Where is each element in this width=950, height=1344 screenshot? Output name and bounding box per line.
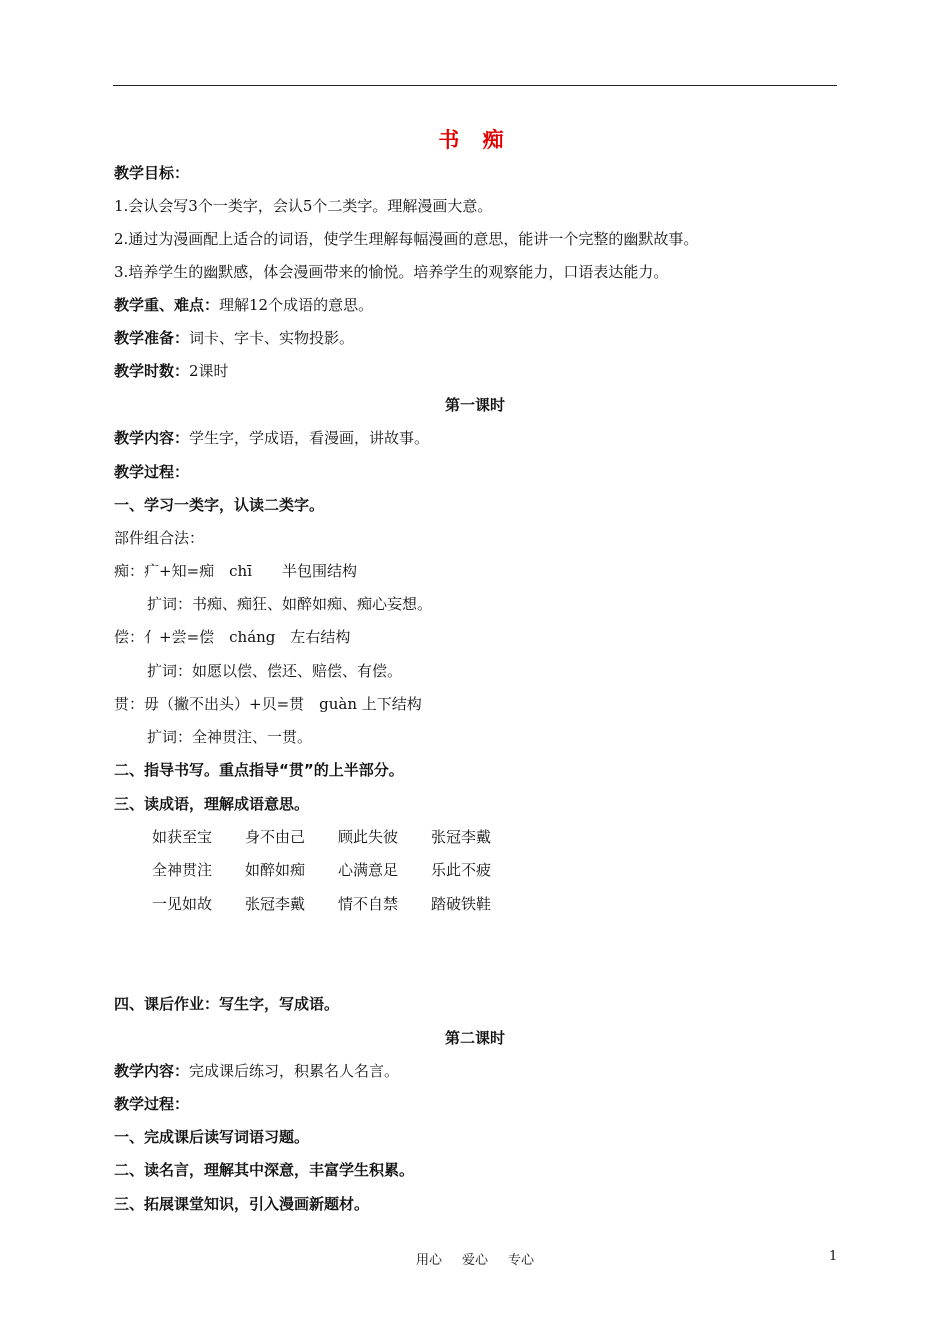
char1-line: 痴：疒+知=痴 chī 半包围结构: [114, 562, 357, 580]
idiom: 张冠李戴: [431, 828, 492, 846]
hours-text: 2课时: [189, 362, 229, 380]
idiom: 情不自禁: [338, 895, 399, 913]
footer-item: 专心: [508, 1253, 535, 1268]
lesson2-heading: 第二课时: [444, 1029, 505, 1047]
document-title: 书 痴: [438, 128, 512, 152]
page-number: 1: [829, 1249, 838, 1264]
idiom: 张冠李戴: [245, 895, 306, 913]
lesson1-step3: 三、读成语，理解成语意思。: [114, 795, 310, 813]
key-label: 教学重、难点：: [114, 296, 220, 314]
hours-label: 教学时数：: [114, 362, 190, 380]
lesson2-content: [114, 1061, 399, 1081]
goal-2: 2.通过为漫画配上适合的词语，使学生理解每幅漫画的意思，能讲一个完整的幽默故事。: [114, 230, 699, 248]
char1-extension: 扩词：书痴、痴狂、如醉如痴、痴心妄想。: [147, 595, 433, 613]
key-text: 理解12个成语的意思。: [219, 296, 374, 314]
char2-line: 偿：亻+尝=偿 cháng 左右结构: [114, 628, 351, 646]
lesson1-step1: 一、学习一类字，认读二类字。: [114, 496, 325, 514]
char3-extension: 扩词：全神贯注、一贯。: [147, 728, 313, 746]
key-points: [114, 295, 373, 315]
lesson2-content-text: 完成课后练习，积累名人名言。: [189, 1062, 400, 1080]
lesson1-step4: 四、课后作业：写生字，写成语。: [114, 995, 340, 1013]
footer-item: 爱心: [461, 1253, 488, 1268]
method-label: 部件组合法：: [114, 529, 205, 547]
idiom: 乐此不疲: [431, 861, 492, 879]
footer-item: 用心: [415, 1253, 442, 1268]
lesson1-content: [114, 428, 429, 448]
lesson1-step2: 二、指导书写。重点指导“贯”的上半部分。: [114, 761, 404, 779]
teaching-hours: [114, 361, 229, 381]
lesson2-content-label: 教学内容：: [114, 1062, 190, 1080]
idiom-row: [152, 860, 524, 880]
char2-extension: 扩词：如愿以偿、偿还、赔偿、有偿。: [147, 662, 403, 680]
idiom: 如醉如痴: [245, 861, 306, 879]
lesson2-process-label: 教学过程：: [114, 1095, 190, 1113]
header-rule: [113, 85, 837, 86]
preparation: [114, 328, 354, 348]
idiom: 心满意足: [338, 861, 399, 879]
lesson1-heading: 第一课时: [444, 396, 505, 414]
lesson2-step3: 三、拓展课堂知识，引入漫画新题材。: [114, 1195, 370, 1213]
goal-1: 1.会认会写3个一类字，会认5个二类字。理解漫画大意。: [114, 197, 493, 215]
lesson1-content-label: 教学内容：: [114, 429, 190, 447]
goal-label: 教学目标：: [114, 164, 190, 182]
idiom: 如获至宝: [152, 828, 213, 846]
idiom: 全神贯注: [152, 861, 213, 879]
idiom: 踏破铁鞋: [431, 895, 492, 913]
idiom-row: [152, 827, 524, 847]
idiom-row: [152, 894, 524, 914]
lesson1-process-label: 教学过程：: [114, 463, 190, 481]
prep-label: 教学准备：: [114, 329, 190, 347]
prep-text: 词卡、字卡、实物投影。: [189, 329, 355, 347]
char3-line: 贯：毋（撇不出头）+贝=贯 guàn 上下结构: [114, 695, 422, 713]
lesson2-step2: 二、读名言，理解其中深意，丰富学生积累。: [114, 1161, 415, 1179]
idiom: 身不由己: [245, 828, 306, 846]
goal-3: 3.培养学生的幽默感，体会漫画带来的愉悦。培养学生的观察能力，口语表达能力。: [114, 263, 669, 281]
page-footer: [0, 1249, 950, 1268]
lesson1-content-text: 学生字，学成语，看漫画，讲故事。: [189, 429, 430, 447]
lesson2-step1: 一、完成课后读写词语习题。: [114, 1128, 310, 1146]
idiom: 顾此失彼: [338, 828, 399, 846]
idiom: 一见如故: [152, 895, 213, 913]
